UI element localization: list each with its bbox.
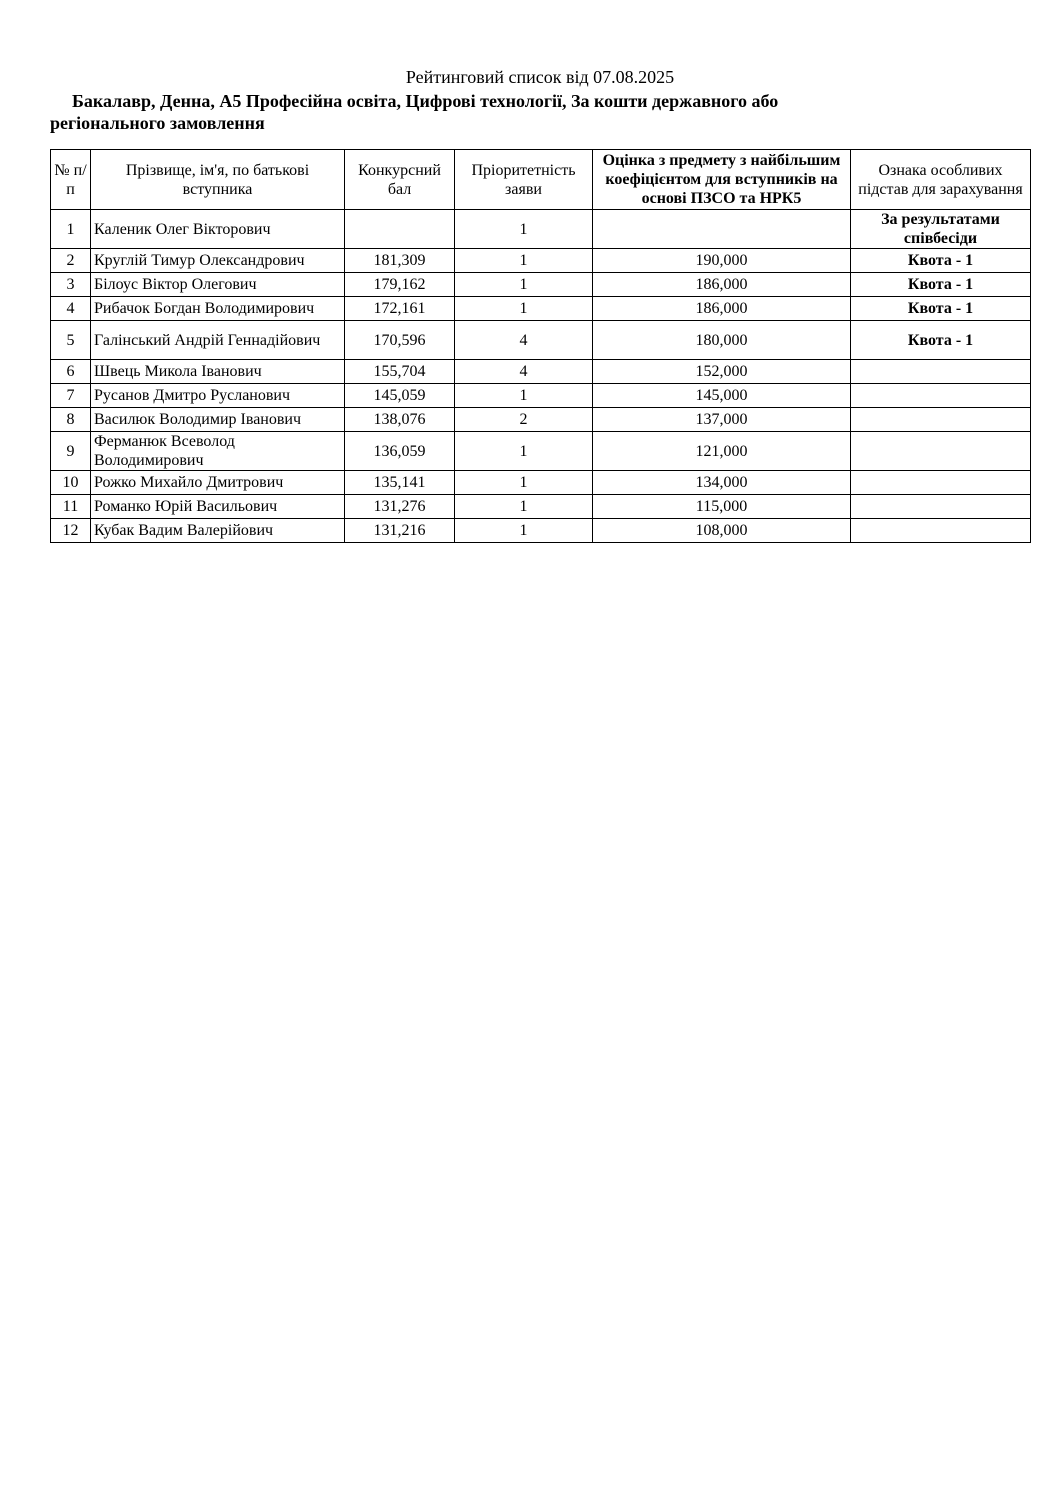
row-basis: За результатами співбесіди [851,210,1031,249]
row-num: 6 [51,360,91,384]
row-priority: 1 [455,210,593,249]
row-basis: Квота - 1 [851,273,1031,297]
row-score [345,210,455,249]
row-priority: 1 [455,249,593,273]
row-num: 3 [51,273,91,297]
header-name: Прізвище, ім'я, по батькові вступника [91,150,345,210]
row-basis [851,408,1031,432]
row-name: Галінський Андрій Геннадійович [91,321,345,360]
row-num: 5 [51,321,91,360]
row-score: 170,596 [345,321,455,360]
table-row [51,297,1031,321]
row-basis: Квота - 1 [851,297,1031,321]
row-basis [851,384,1031,408]
row-priority: 1 [455,297,593,321]
subtitle-line-1: Бакалавр, Денна, А5 Професійна освіта, Цифрові технології, За кошти державного або [72,91,779,111]
row-grade: 121,000 [593,432,851,471]
row-name: Кубак Вадим Валерійович [91,519,345,543]
table-row [51,360,1031,384]
row-grade: 190,000 [593,249,851,273]
row-priority: 1 [455,273,593,297]
row-grade: 152,000 [593,360,851,384]
table-row [51,321,1031,360]
row-grade: 108,000 [593,519,851,543]
header-num: № п/п [51,150,91,210]
row-grade: 186,000 [593,273,851,297]
header-special-basis: Ознака особливих підстав для зарахування [851,150,1031,210]
row-score: 135,141 [345,471,455,495]
row-num: 4 [51,297,91,321]
row-priority: 4 [455,321,593,360]
row-name: Каленик Олег Вікторович [91,210,345,249]
row-grade: 137,000 [593,408,851,432]
row-num: 10 [51,471,91,495]
row-name: Василюк Володимир Іванович [91,408,345,432]
row-priority: 1 [455,495,593,519]
table-row [51,471,1031,495]
row-grade: 180,000 [593,321,851,360]
table-row [51,408,1031,432]
row-name: Рожко Михайло Дмитрович [91,471,345,495]
row-num: 8 [51,408,91,432]
table-row [51,273,1031,297]
row-basis: Квота - 1 [851,249,1031,273]
row-grade [593,210,851,249]
row-priority: 1 [455,384,593,408]
row-num: 11 [51,495,91,519]
row-basis [851,519,1031,543]
row-name: Круглій Тимур Олександрович [91,249,345,273]
table-header-row [51,150,1031,210]
row-score: 172,161 [345,297,455,321]
header-score: Конкурсний бал [345,150,455,210]
row-name: Романко Юрій Васильович [91,495,345,519]
page-subtitle [50,90,950,134]
header-subject-grade: Оцінка з предмету з найбільшим коефіцієнтом для вступників на основі ПЗСО та НРК5 [593,150,851,210]
row-num: 2 [51,249,91,273]
row-name: Русанов Дмитро Русланович [91,384,345,408]
row-num: 1 [51,210,91,249]
row-score: 136,059 [345,432,455,471]
table-row [51,495,1031,519]
row-basis [851,471,1031,495]
row-score: 131,276 [345,495,455,519]
rating-table [50,149,1031,543]
row-score: 145,059 [345,384,455,408]
row-name: Рибачок Богдан Володимирович [91,297,345,321]
table-row [51,384,1031,408]
row-priority: 1 [455,432,593,471]
row-grade: 145,000 [593,384,851,408]
row-score: 138,076 [345,408,455,432]
row-name: Швець Микола Іванович [91,360,345,384]
row-num: 7 [51,384,91,408]
row-basis: Квота - 1 [851,321,1031,360]
row-basis [851,432,1031,471]
row-priority: 1 [455,471,593,495]
row-num: 12 [51,519,91,543]
row-priority: 2 [455,408,593,432]
table-row [51,519,1031,543]
row-num: 9 [51,432,91,471]
row-score: 179,162 [345,273,455,297]
row-basis [851,360,1031,384]
row-grade: 115,000 [593,495,851,519]
row-basis [851,495,1031,519]
row-name: Ферманюк Всеволод Володимирович [91,432,345,471]
page-title: Рейтинговий список від 07.08.2025 [405,67,675,87]
row-score: 181,309 [345,249,455,273]
row-name: Білоус Віктор Олегович [91,273,345,297]
row-priority: 1 [455,519,593,543]
table-row [51,249,1031,273]
table-row [51,210,1031,249]
header-priority: Пріоритетність заяви [455,150,593,210]
table-row [51,432,1031,471]
row-score: 155,704 [345,360,455,384]
row-priority: 4 [455,360,593,384]
row-score: 131,216 [345,519,455,543]
row-grade: 186,000 [593,297,851,321]
subtitle-line-2: регіонального замовлення [50,113,265,133]
row-grade: 134,000 [593,471,851,495]
